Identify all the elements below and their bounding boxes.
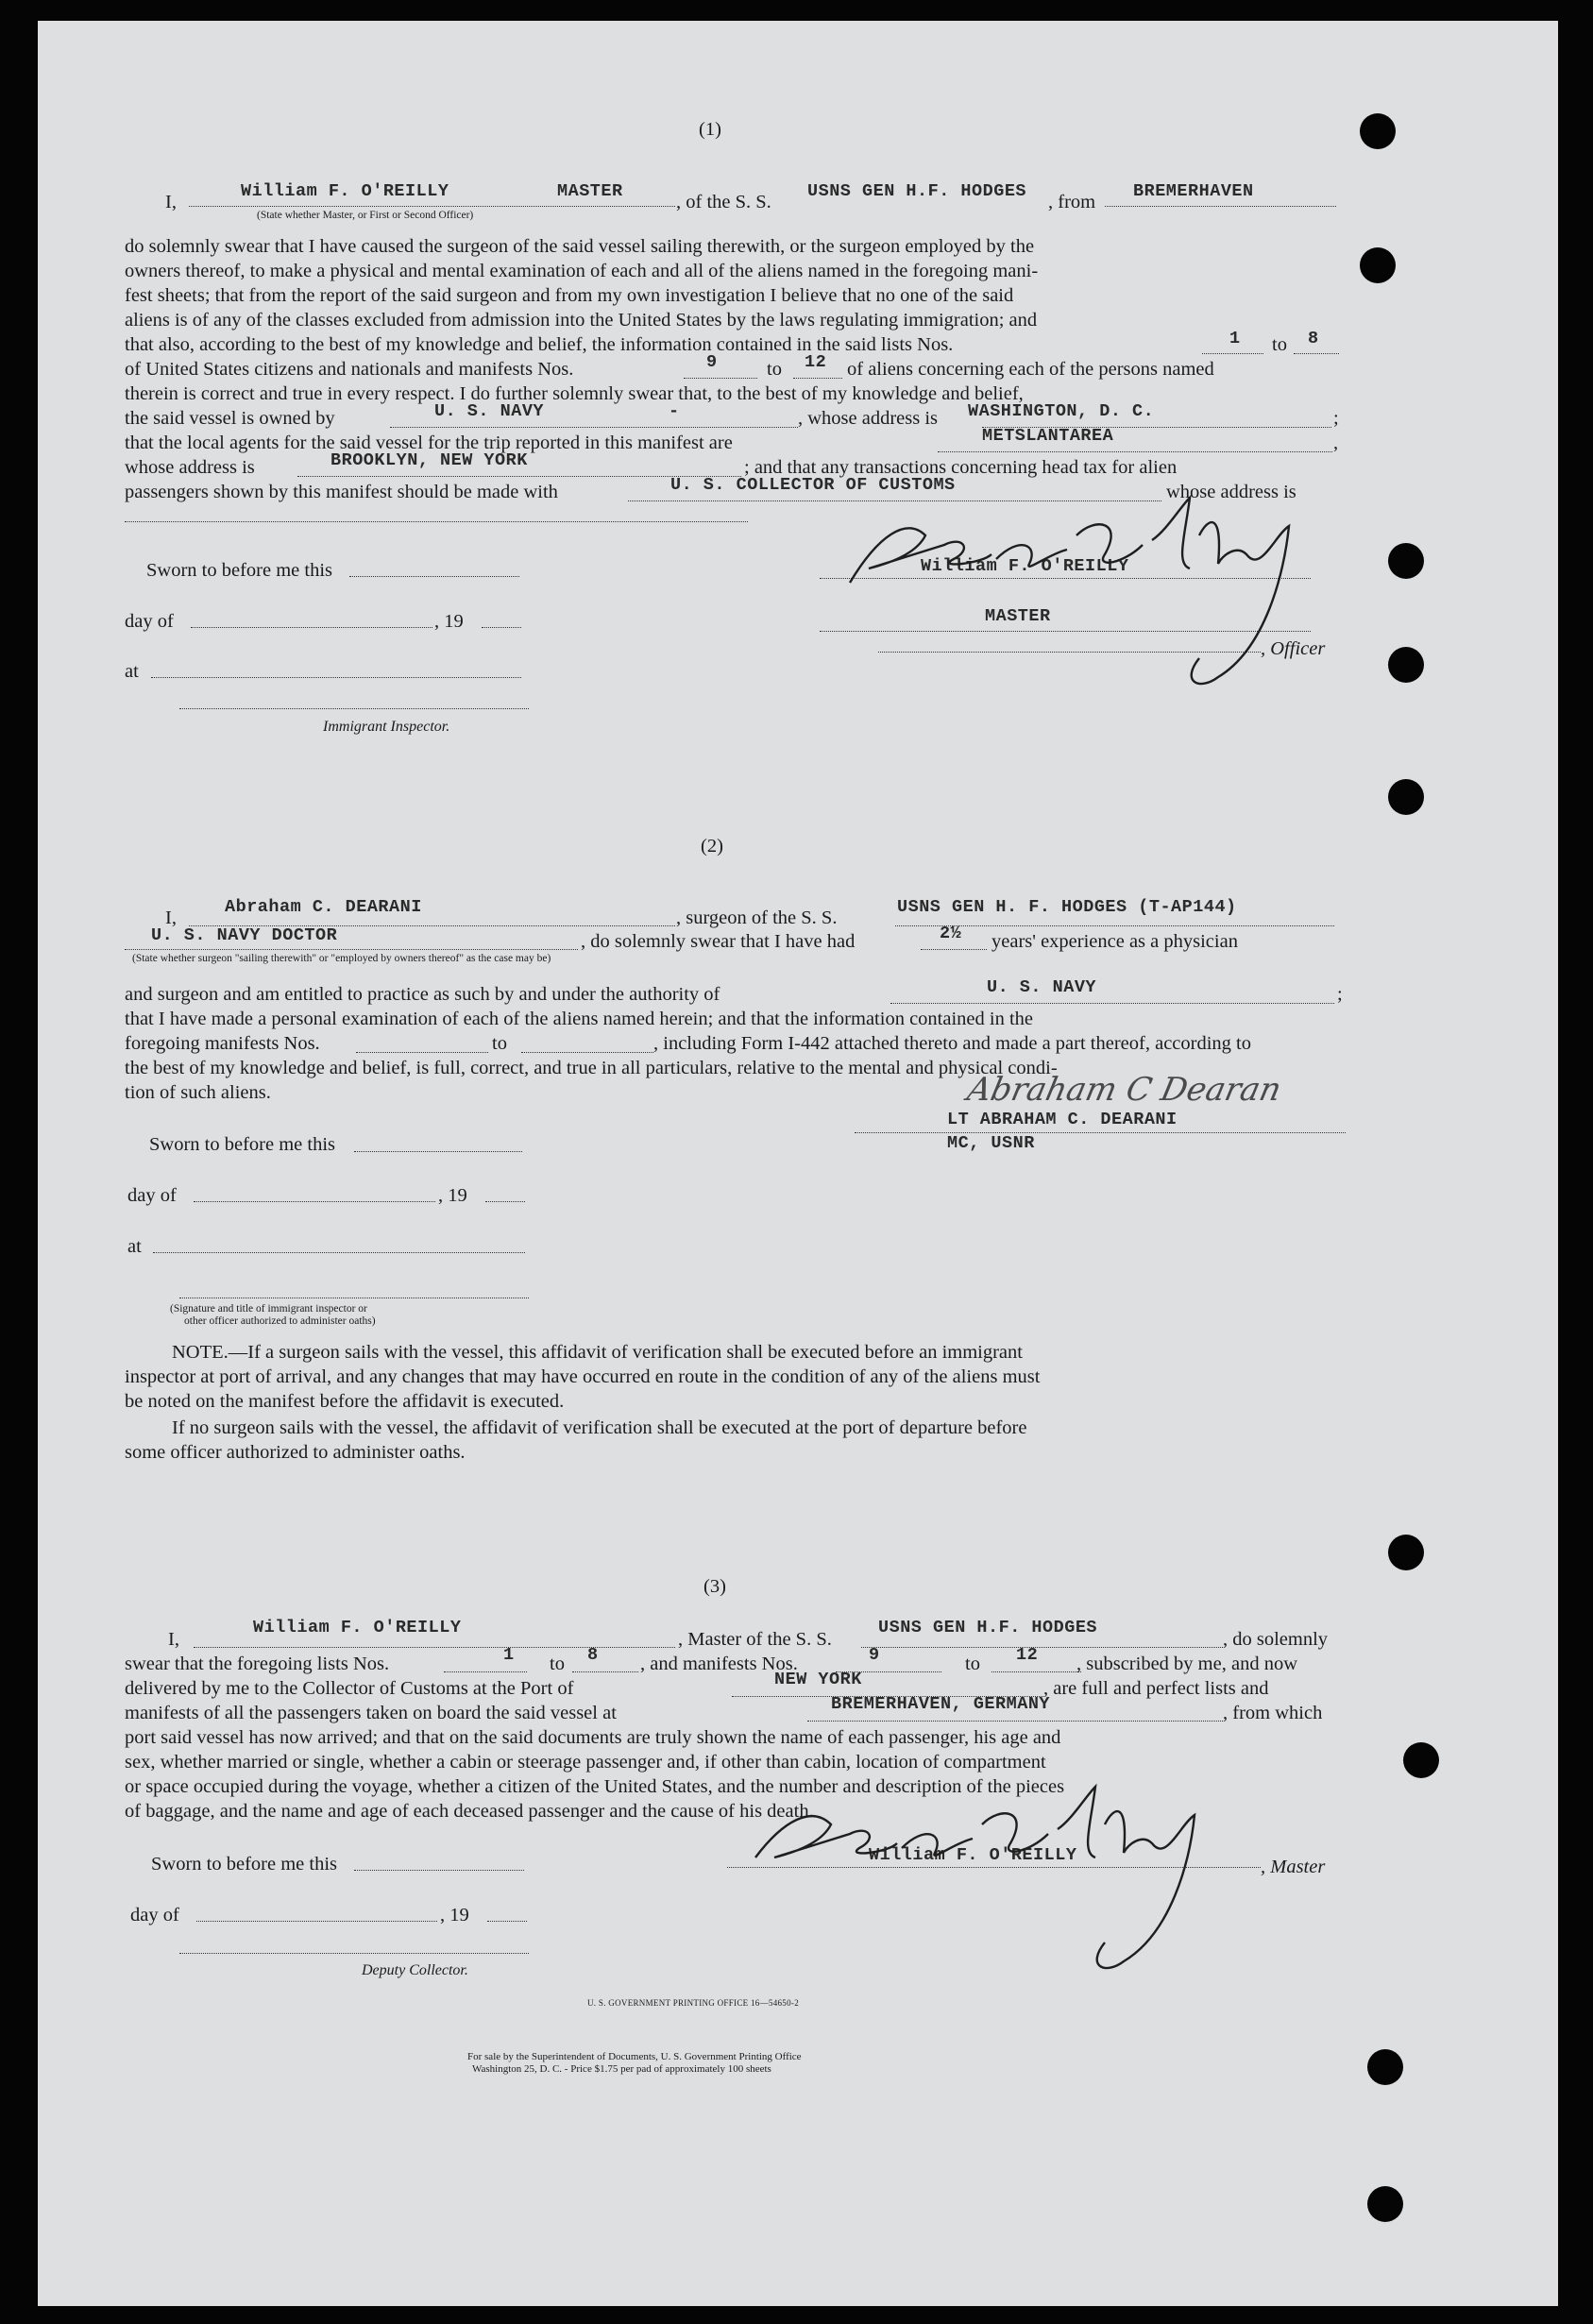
s1-line-8: the said vessel is owned by <box>125 408 335 429</box>
s3-arrival-port: NEW YORK <box>774 1670 862 1689</box>
s1-line-5: that also, according to the best of my knowledge and belief, the information contained in the said lists Nos. <box>125 334 954 355</box>
s3-master-of: , Master of the S. S. <box>678 1629 832 1650</box>
punch-hole <box>1403 1742 1439 1778</box>
s1-owner-dash: - <box>669 401 680 421</box>
s1-of-the-ss: , of the S. S. <box>676 192 771 212</box>
s1-at: at <box>125 661 139 682</box>
s3-line-3: manifests of all the passengers taken on board the said vessel at <box>125 1703 617 1723</box>
s1-collector: U. S. COLLECTOR OF CUSTOMS <box>670 475 956 495</box>
s2-do-solemnly: , do solemnly swear that I have had <box>581 931 856 952</box>
s3-subscribed: , subscribed by me, and now <box>1076 1654 1297 1674</box>
s3-line-4: port said vessel has now arrived; and that on the said documents are truly shown the name of each passenger, his age and <box>125 1727 1061 1748</box>
s3-from-which: , from which <box>1223 1703 1323 1723</box>
s3-manifests-to: 12 <box>1016 1645 1039 1665</box>
s3-manifests-from: 9 <box>869 1645 880 1665</box>
s1-owner: U. S. NAVY <box>434 401 545 421</box>
s1-line-4: aliens is of any of the classes excluded from admission into the United States by the laws regulating immigration; and <box>125 310 1038 331</box>
s3-lists-to: 8 <box>587 1645 599 1665</box>
s1-day-of: day of <box>125 611 174 632</box>
s2-at: at <box>127 1236 142 1257</box>
s1-line-11: passengers shown by this manifest should be made with <box>125 482 558 502</box>
s2-line-3: foregoing manifests Nos. <box>125 1033 320 1054</box>
s1-sworn: Sworn to before me this <box>146 560 332 581</box>
s2-sworn: Sworn to before me this <box>149 1134 335 1155</box>
s1-agents-address: BROOKLYN, NEW YORK <box>330 450 528 470</box>
s2-surgeon-signature: Abraham C Dearan <box>963 1071 1285 1109</box>
s2-surgeon-of: , surgeon of the S. S. <box>676 908 838 928</box>
s3-line-5: sex, whether married or single, whether a cabin or steerage passenger and, if other than cabin, location of compartment <box>125 1752 1046 1773</box>
punch-hole <box>1360 247 1396 283</box>
s1-manifests-from: 9 <box>706 352 718 372</box>
s1-lists-from: 1 <box>1229 329 1241 348</box>
s3-to-2: to <box>965 1654 980 1674</box>
s1-line-7: therein is correct and true in every respect. I do further solemnly swear that, to the best of my knowledge and belief, <box>125 383 1024 404</box>
s2-to: to <box>492 1033 507 1054</box>
s1-semicolon-1: ; <box>1333 408 1339 429</box>
s1-agents: METSLANTAREA <box>982 426 1114 446</box>
s3-lists-from: 1 <box>503 1645 515 1665</box>
s1-head-tax: ; and that any transactions concerning head tax for alien <box>744 457 1178 478</box>
s2-note-1: NOTE.—If a surgeon sails with the vessel, this affidavit of verification shall be executed before an immigrant <box>172 1342 1023 1363</box>
s2-i: I, <box>165 908 177 928</box>
s2-note-2: inspector at port of arrival, and any changes that may have occurred en route in the condition of any of the aliens must <box>125 1366 1041 1387</box>
section-2-number: (2) <box>701 836 723 857</box>
s2-line-2: that I have made a personal examination of each of the aliens named herein; and that the information contained in the <box>125 1009 1033 1029</box>
s1-line-10: whose address is <box>125 457 255 478</box>
s3-master-label: , Master <box>1261 1857 1326 1877</box>
s2-form-text: , including Form I-442 attached thereto and made a part thereof, according to <box>653 1033 1251 1054</box>
s2-year: , 19 <box>438 1185 467 1206</box>
footer-gpo: U. S. GOVERNMENT PRINTING OFFICE 16—54650-2 <box>587 1998 799 2008</box>
s1-officer-label: , Officer <box>1261 638 1326 659</box>
punch-hole <box>1388 543 1424 579</box>
s2-note-5: some officer authorized to administer oaths. <box>125 1442 466 1463</box>
s1-line-6: of United States citizens and nationals and manifests Nos. <box>125 359 574 380</box>
s3-embarkation-port: BREMERHAVEN, GERMANY <box>831 1694 1051 1714</box>
s1-i: I, <box>165 192 177 212</box>
s2-note-3: be noted on the manifest before the affidavit is executed. <box>125 1391 565 1412</box>
s1-whose-address-2: whose address is <box>1166 482 1296 502</box>
s2-line-1: and surgeon and am entitled to practice as such by and under the authority of <box>125 984 720 1005</box>
punch-hole <box>1388 647 1424 683</box>
punch-hole <box>1367 2186 1403 2222</box>
s3-sworn: Sworn to before me this <box>151 1854 337 1874</box>
s1-line-9: that the local agents for the said vessel for the trip reported in this manifest are <box>125 433 733 453</box>
s1-master-name: William F. O'REILLY <box>241 181 449 201</box>
s1-from: , from <box>1048 192 1096 212</box>
s2-capacity: U. S. NAVY DOCTOR <box>151 925 338 945</box>
s1-lists-to: 8 <box>1308 329 1319 348</box>
s2-years-text: years' experience as a physician <box>991 931 1238 952</box>
s2-semicolon: ; <box>1337 984 1343 1005</box>
s1-to-2: to <box>767 359 782 380</box>
s2-line-4: the best of my knowledge and belief, is full, correct, and true in all particulars, relative to the mental and physical condi- <box>125 1058 1058 1078</box>
s2-officer-caption-2: other officer authorized to administer oaths) <box>184 1315 376 1327</box>
punch-hole <box>1360 113 1396 149</box>
s1-officer-caption: (State whether Master, or First or Second Officer) <box>257 210 474 221</box>
punch-hole <box>1388 1535 1424 1570</box>
s3-line-2: delivered by me to the Collector of Customs at the Port of <box>125 1678 574 1699</box>
s3-line-7: of baggage, and the name and age of each deceased passenger and the cause of his death. <box>125 1801 814 1822</box>
s2-surgeon-name: Abraham C. DEARANI <box>225 897 422 917</box>
s1-manifests-to: 12 <box>805 352 827 372</box>
s3-line-6: or space occupied during the voyage, whether a citizen of the United States, and the number and description of the pieces <box>125 1776 1065 1797</box>
s1-line-2: owners thereof, to make a physical and mental examination of each and all of the aliens named in the foregoing mani- <box>125 261 1039 281</box>
s1-master-signature <box>793 479 1360 705</box>
s2-capacity-caption: (State whether surgeon "sailing therewith" or "employed by owners thereof" as the case may be) <box>132 953 551 964</box>
s3-i: I, <box>168 1629 179 1650</box>
s1-signed-name: William F. O'REILLY <box>921 556 1129 576</box>
s1-line-1: do solemnly swear that I have caused the surgeon of the said vessel sailing therewith, or the surgeon employed by the <box>125 236 1035 257</box>
s3-and-manifests: , and manifests Nos. <box>640 1654 798 1674</box>
s3-signed-name: William F. O'REILLY <box>869 1845 1077 1865</box>
s1-owner-address: WASHINGTON, D. C. <box>968 401 1155 421</box>
s2-ship-name: USNS GEN H. F. HODGES (T-AP144) <box>897 897 1237 917</box>
footer-sale-2: Washington 25, D. C. - Price $1.75 per pad of approximately 100 sheets <box>472 2063 771 2075</box>
s3-day-of: day of <box>130 1905 179 1925</box>
punch-hole <box>1388 779 1424 815</box>
s1-to: to <box>1272 334 1287 355</box>
document-page <box>38 21 1558 2306</box>
s2-day-of: day of <box>127 1185 177 1206</box>
footer-sale-1: For sale by the Superintendent of Documents, U. S. Government Printing Office <box>467 2051 802 2062</box>
s2-note-4: If no surgeon sails with the vessel, the affidavit of verification shall be executed at the port of departure before <box>172 1417 1027 1438</box>
s1-whose-address: , whose address is <box>798 408 939 429</box>
punch-hole <box>1367 2049 1403 2085</box>
s3-year: , 19 <box>440 1905 469 1925</box>
s1-signed-title: MASTER <box>985 606 1051 626</box>
section-1-number: (1) <box>699 119 721 140</box>
s1-year: , 19 <box>434 611 464 632</box>
s1-comma-1: , <box>1333 433 1339 453</box>
s3-to: to <box>550 1654 565 1674</box>
s1-immigrant-inspector: Immigrant Inspector. <box>323 719 450 735</box>
s1-concerning: of aliens concerning each of the persons named <box>847 359 1214 380</box>
s2-officer-caption-1: (Signature and title of immigrant inspector or <box>170 1303 367 1315</box>
s3-ship-name: USNS GEN H.F. HODGES <box>878 1618 1098 1637</box>
s1-master-title: MASTER <box>557 181 623 201</box>
s3-master-signature <box>718 1773 1303 1990</box>
s1-ship-name: USNS GEN H.F. HODGES <box>807 181 1027 201</box>
s2-signed-title: MC, USNR <box>947 1133 1035 1153</box>
s2-line-5: tion of such aliens. <box>125 1082 271 1103</box>
s3-full-perfect: , are full and perfect lists and <box>1043 1678 1269 1699</box>
s3-master-name: William F. O'REILLY <box>253 1618 462 1637</box>
s3-do-solemnly: , do solemnly <box>1223 1629 1329 1650</box>
s2-years-value: 2½ <box>940 924 962 943</box>
s2-signed-name: LT ABRAHAM C. DEARANI <box>947 1110 1178 1129</box>
s1-departure-port: BREMERHAVEN <box>1133 181 1254 201</box>
s3-line-1: swear that the foregoing lists Nos. <box>125 1654 390 1674</box>
s1-line-3: fest sheets; that from the report of the said surgeon and from my own investigation I believe that no one of the said <box>125 285 1014 306</box>
s2-authority: U. S. NAVY <box>987 977 1097 997</box>
s3-deputy-collector: Deputy Collector. <box>362 1962 468 1978</box>
section-3-number: (3) <box>703 1576 726 1597</box>
